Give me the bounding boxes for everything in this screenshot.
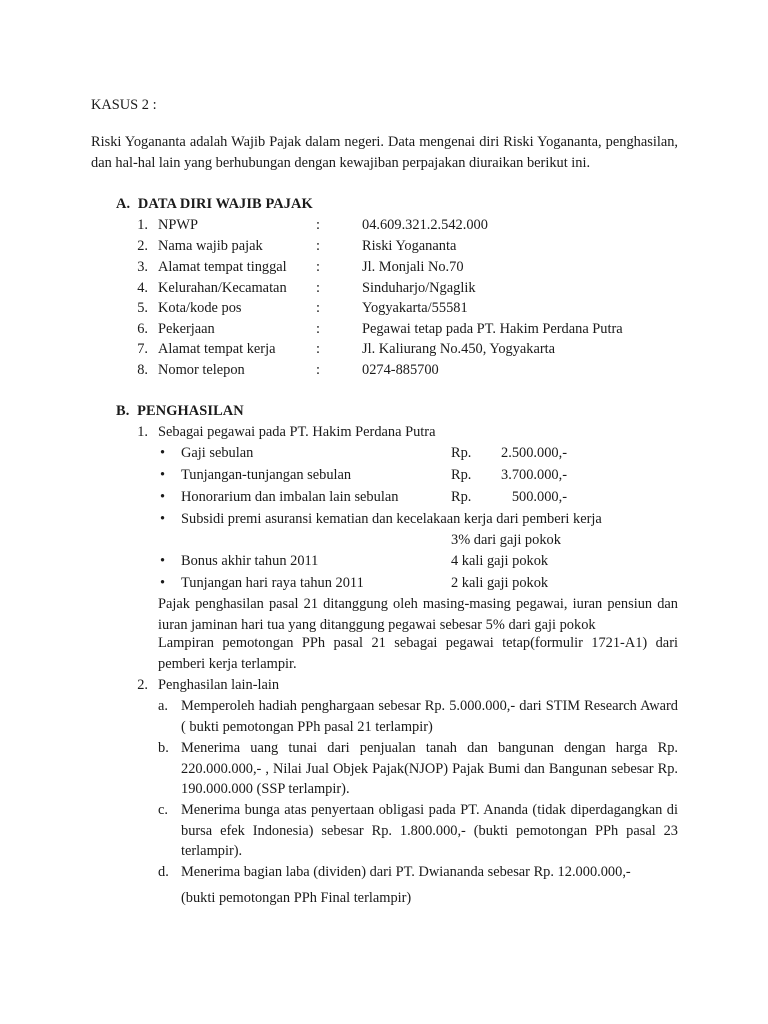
row-number: 5. <box>137 300 148 316</box>
subitem-letter: d. <box>158 864 169 880</box>
row-separator: : <box>316 321 320 337</box>
row-value: 0274-885700 <box>362 362 439 378</box>
subitem-letter: b. <box>158 740 169 756</box>
row-number: 6. <box>137 321 148 337</box>
subitem-text: Menerima uang tunai dari penjualan tanah dan bangunan dengan harga Rp. 220.000.000,- , Nilai Jual Objek Pajak(NJOP) Pajak Bumi dan Bangunan sebesar Rp. 190.000.000 (SSP terlampir). <box>181 740 678 797</box>
section-b-heading <box>116 401 244 421</box>
subsidi-value: 3% dari gaji pokok <box>451 532 561 548</box>
row-value: Sinduharjo/Ngaglik <box>362 280 476 296</box>
income-currency: Rp. <box>451 489 472 505</box>
income-label: Honorarium dan imbalan lain sebulan <box>181 489 399 505</box>
row-number: 3. <box>137 259 148 275</box>
bullet-icon: • <box>160 553 166 569</box>
row-separator: : <box>316 280 320 296</box>
case-title: KASUS 2 : <box>91 97 157 113</box>
income-amount: 2.500.000,- <box>501 445 567 461</box>
row-separator: : <box>316 362 320 378</box>
row-label: Kota/kode pos <box>158 300 242 316</box>
subitem-letter: a. <box>158 698 168 714</box>
row-value: Pegawai tetap pada PT. Hakim Perdana Putra <box>362 321 623 337</box>
bullet-icon: • <box>160 467 166 483</box>
income-currency: Rp. <box>451 467 472 483</box>
row-value: Jl. Kaliurang No.450, Yogyakarta <box>362 341 556 357</box>
subitem-text: Menerima bunga atas penyertaan obligasi pada PT. Ananda (tidak diperdagangkan di bursa efek Indonesia) sebesar Rp. 1.800.000,- (bukti pemotongan PPh pasal 23 terlampir). <box>181 802 678 859</box>
income-currency: Rp. <box>451 445 472 461</box>
row-label: Pekerjaan <box>158 321 215 337</box>
note-lampiran: Lampiran pemotongan PPh pasal 21 sebagai pegawai tetap(formulir 1721-A1) dari pemberi kerja terlampir. <box>158 635 678 672</box>
bullet-icon: • <box>160 445 166 461</box>
intro-paragraph: Riski Yogananta adalah Wajib Pajak dalam negeri. Data mengenai diri Riski Yogananta, penghasilan, dan hal-hal lain yang berhubungan dengan kewajiban perpajakan diuraikan berikut ini. <box>91 134 678 171</box>
item-1-text: Sebagai pegawai pada PT. Hakim Perdana Putra <box>158 424 436 440</box>
thr-value: 2 kali gaji pokok <box>451 575 549 591</box>
row-number: 7. <box>137 341 148 357</box>
row-value: Yogyakarta/55581 <box>362 300 468 316</box>
subitem-text: Menerima bagian laba (dividen) dari PT. Dwiananda sebesar Rp. 12.000.000,- <box>181 864 631 880</box>
row-number: 8. <box>137 362 148 378</box>
subitem-letter: c. <box>158 802 168 818</box>
section-b-letter: B. <box>116 403 130 419</box>
row-separator: : <box>316 259 320 275</box>
row-separator: : <box>316 217 320 233</box>
row-number: 4. <box>137 280 148 296</box>
income-label: Tunjangan-tunjangan sebulan <box>181 467 352 483</box>
row-label: Alamat tempat tinggal <box>158 259 287 275</box>
subitem-d-continuation: (bukti pemotongan PPh Final terlampir) <box>181 890 412 906</box>
section-b-title: PENGHASILAN <box>137 403 244 419</box>
bonus-label: Bonus akhir tahun 2011 <box>181 553 319 569</box>
row-separator: : <box>316 341 320 357</box>
row-label: Alamat tempat kerja <box>158 341 276 357</box>
row-label: Nama wajib pajak <box>158 238 263 254</box>
bullet-icon: • <box>160 489 166 505</box>
section-a-heading <box>116 194 313 214</box>
row-separator: : <box>316 238 320 254</box>
thr-label: Tunjangan hari raya tahun 2011 <box>181 575 364 591</box>
income-amount: 500.000,- <box>511 489 567 505</box>
note-pph21: Pajak penghasilan pasal 21 ditanggung oleh masing-masing pegawai, iuran pensiun dan iuran jaminan hari tua yang ditanggung pegawai sebesar 5% dari gaji pokok <box>158 596 678 633</box>
section-a-title: DATA DIRI WAJIB PAJAK <box>137 196 313 212</box>
item-1-number: 1. <box>137 424 148 440</box>
section-a-letter: A. <box>116 196 131 212</box>
bonus-value: 4 kali gaji pokok <box>451 553 549 569</box>
row-separator: : <box>316 300 320 316</box>
subsidi-label: Subsidi premi asuransi kematian dan kecelakaan kerja dari pemberi kerja <box>181 511 602 527</box>
item-2-text: Penghasilan lain-lain <box>158 677 280 693</box>
bullet-icon: • <box>160 511 166 527</box>
row-value: Riski Yogananta <box>362 238 457 254</box>
bullet-icon: • <box>160 575 166 591</box>
income-label: Gaji sebulan <box>181 445 254 461</box>
row-value: 04.609.321.2.542.000 <box>362 217 488 233</box>
income-amount: 3.700.000,- <box>501 467 567 483</box>
item-2-number: 2. <box>137 677 148 693</box>
row-label: NPWP <box>158 217 198 233</box>
row-label: Nomor telepon <box>158 362 245 378</box>
row-number: 2. <box>137 238 148 254</box>
row-value: Jl. Monjali No.70 <box>362 259 464 275</box>
row-number: 1. <box>137 217 148 233</box>
row-label: Kelurahan/Kecamatan <box>158 280 287 296</box>
subitem-text: Memperoleh hadiah penghargaan sebesar Rp. 5.000.000,- dari STIM Research Award ( bukti pemotongan PPh pasal 21 terlampir) <box>181 698 678 735</box>
